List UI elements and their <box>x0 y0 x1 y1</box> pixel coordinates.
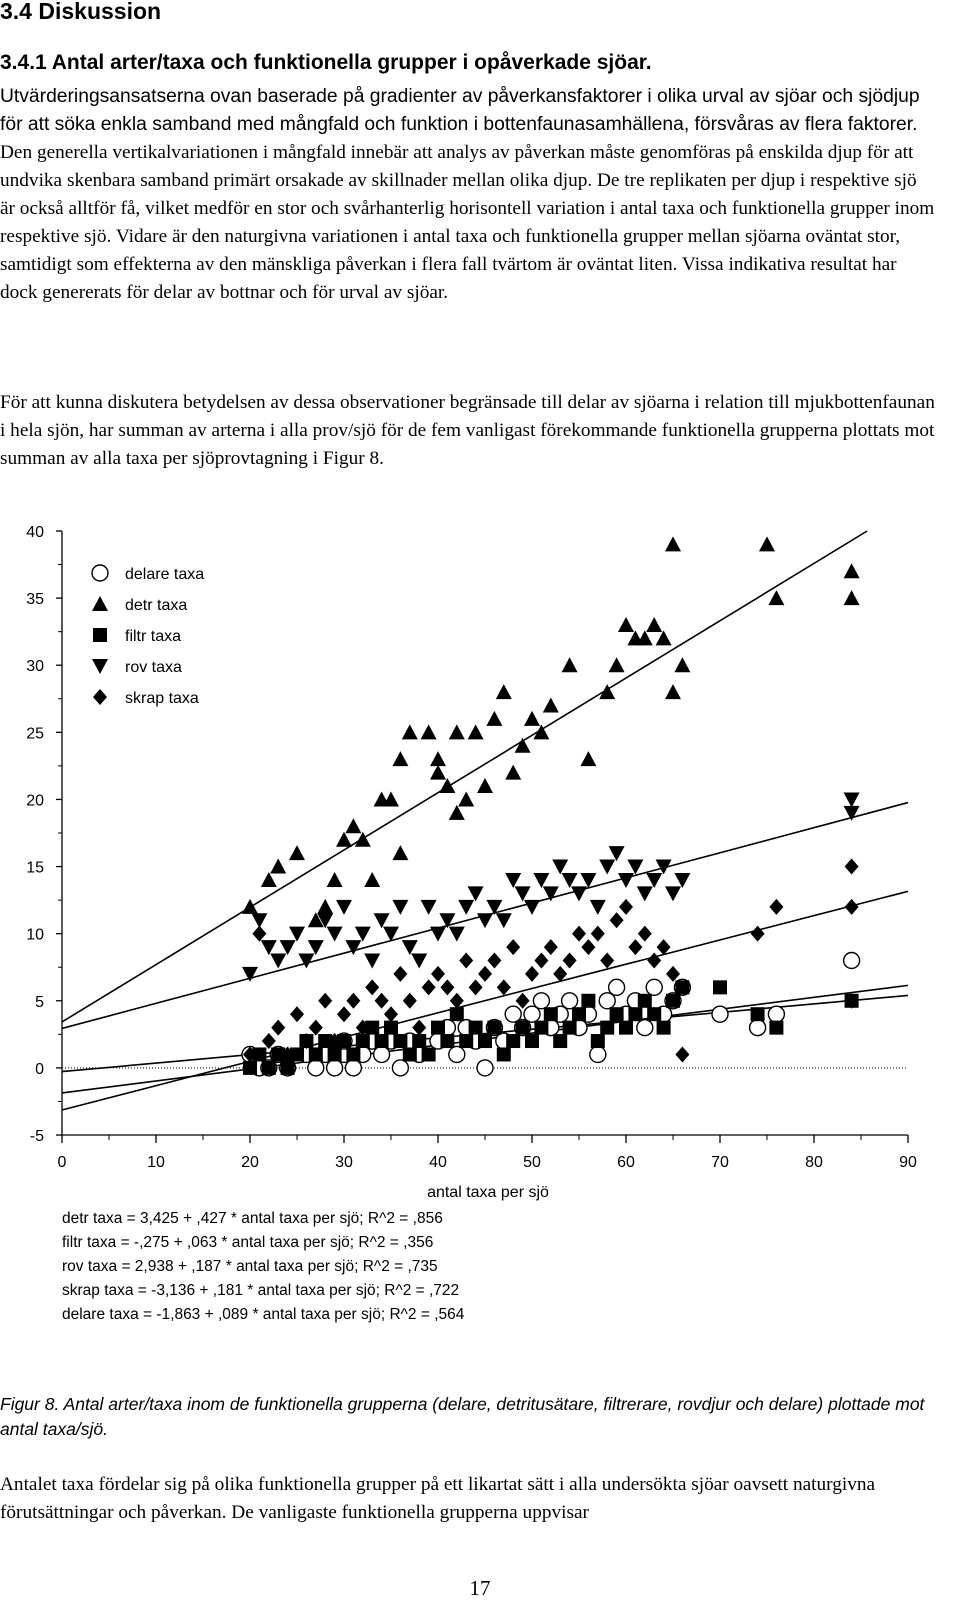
x-tick-label: 40 <box>429 1154 447 1171</box>
point-skrap-taxa <box>525 966 539 982</box>
point-rov-taxa <box>496 913 512 928</box>
point-filtr-taxa <box>713 980 727 994</box>
point-filtr-taxa <box>243 1061 257 1075</box>
point-delare-taxa <box>637 1020 653 1036</box>
point-skrap-taxa <box>375 993 389 1009</box>
point-rov-taxa <box>533 873 549 888</box>
point-filtr-taxa <box>600 1021 614 1035</box>
point-skrap-taxa <box>290 1006 304 1022</box>
point-rov-taxa <box>270 954 286 969</box>
point-filtr-taxa <box>506 1034 520 1048</box>
point-detr-taxa <box>609 657 625 672</box>
point-skrap-taxa <box>403 993 417 1009</box>
point-rov-taxa <box>515 886 531 901</box>
point-delare-taxa <box>646 979 662 995</box>
point-detr-taxa <box>468 724 484 739</box>
point-filtr-taxa <box>544 1007 558 1021</box>
point-rov-taxa <box>599 860 615 875</box>
point-skrap-taxa <box>346 993 360 1009</box>
point-detr-taxa <box>580 751 596 766</box>
legend-marker-filtr-taxa <box>93 628 107 642</box>
point-rov-taxa <box>571 886 587 901</box>
y-tick-label: 30 <box>26 658 44 676</box>
point-skrap-taxa <box>769 899 783 915</box>
point-rov-taxa <box>261 940 277 955</box>
point-skrap-taxa <box>252 926 266 942</box>
point-detr-taxa <box>543 697 559 712</box>
point-rov-taxa <box>609 846 625 861</box>
page-number: 17 <box>469 1576 491 1600</box>
point-rov-taxa <box>402 940 418 955</box>
point-rov-taxa <box>552 860 568 875</box>
y-tick-label: 5 <box>35 993 44 1011</box>
point-skrap-taxa <box>563 953 577 969</box>
point-filtr-taxa <box>384 1021 398 1035</box>
y-tick-label: 0 <box>35 1060 44 1078</box>
point-skrap-taxa <box>666 966 680 982</box>
subsection-heading: 3.4.1 Antal arter/taxa och funktionella grupper i opåverkade sjöar. <box>0 51 652 74</box>
point-detr-taxa <box>355 832 371 847</box>
point-detr-taxa <box>270 859 286 874</box>
point-rov-taxa <box>505 873 521 888</box>
point-filtr-taxa <box>516 1021 530 1035</box>
point-filtr-taxa <box>751 1007 765 1021</box>
point-detr-taxa <box>402 724 418 739</box>
x-tick-label: 90 <box>899 1154 917 1171</box>
section-heading: 3.4 Diskussion <box>0 0 162 24</box>
point-filtr-taxa <box>553 1034 567 1048</box>
point-rov-taxa <box>524 900 540 915</box>
point-skrap-taxa <box>516 993 530 1009</box>
chart-legend <box>92 565 204 707</box>
point-skrap-taxa <box>487 953 501 969</box>
point-detr-taxa <box>421 724 437 739</box>
point-filtr-taxa <box>403 1047 417 1061</box>
point-detr-taxa <box>449 724 465 739</box>
point-filtr-taxa <box>281 1061 295 1075</box>
point-delare-taxa <box>562 993 578 1009</box>
point-detr-taxa <box>242 899 258 914</box>
point-delare-taxa <box>590 1046 606 1062</box>
x-tick-label: 10 <box>147 1154 165 1171</box>
point-filtr-taxa <box>497 1047 511 1061</box>
point-detr-taxa <box>336 832 352 847</box>
point-skrap-taxa <box>591 926 605 942</box>
point-skrap-taxa <box>544 939 558 955</box>
x-axis-label: antal taxa per sjö <box>427 1184 549 1201</box>
point-detr-taxa <box>618 617 634 632</box>
point-skrap-taxa <box>497 979 511 995</box>
point-filtr-taxa <box>422 1047 436 1061</box>
figure-caption: Figur 8. Antal arter/taxa inom de funktionella grupperna (delare, detritusätare, filtrerare, rovdjur och delare) plottade mot antal taxa/sjö. <box>0 1394 925 1439</box>
point-delare-taxa <box>449 1046 465 1062</box>
scatter-chart <box>0 525 960 1225</box>
equation-filtr: filtr taxa = -,275 + ,063 * antal taxa per sjö; R^2 = ,356 <box>62 1234 434 1251</box>
point-skrap-taxa <box>478 966 492 982</box>
point-detr-taxa <box>844 563 860 578</box>
point-filtr-taxa <box>375 1034 389 1048</box>
point-skrap-taxa <box>365 979 379 995</box>
point-rov-taxa <box>562 873 578 888</box>
point-delare-taxa <box>712 1006 728 1022</box>
point-delare-taxa <box>477 1060 493 1076</box>
point-detr-taxa <box>289 845 305 860</box>
point-filtr-taxa <box>487 1021 501 1035</box>
y-tick-label: 15 <box>26 859 44 877</box>
point-rov-taxa <box>637 886 653 901</box>
paragraph-1-sans-text: Utvärderingsansatserna ovan baserade på gradienter av påverkansfaktorer i olika urval av sjöar och sjödjup för att söka enkla samband med mångfald och funktion i bottenfaunasamhällena, försvåras av flera faktorer. <box>0 86 920 135</box>
point-skrap-taxa <box>412 1020 426 1036</box>
point-rov-taxa <box>374 913 390 928</box>
point-skrap-taxa <box>845 899 859 915</box>
point-delare-taxa <box>768 1006 784 1022</box>
point-detr-taxa <box>496 684 512 699</box>
paragraph-1-serif-text: Den generella vertikalvariationen i mångfald innebär att analys av påverkan måste genomföras på enskilda djup för att undvika skenbara samband primärt orsakade av skillnader mellan olika djup. De tre replikaten per djup i respektive sjö är också alltför få, vilket medför en stor och svårhanterlig horisontell variation i antal taxa och funktionella grupper inom respektive sjö. Vidare är den naturgivna variationen i antal taxa och funktionella grupper mellan sjöarna oväntat stor, samtidigt som effekterna av den mänskliga påverkan i flera fall tvärtom är oväntat liten. Vissa indikativa resultat har dock genererats för delar av bottnar och för urval av sjöar. <box>0 142 935 303</box>
point-detr-taxa <box>327 872 343 887</box>
point-detr-taxa <box>345 818 361 833</box>
point-detr-taxa <box>317 899 333 914</box>
point-detr-taxa <box>486 711 502 726</box>
point-rov-taxa <box>421 900 437 915</box>
point-skrap-taxa <box>393 966 407 982</box>
x-tick-label: 0 <box>57 1154 67 1171</box>
point-rov-taxa <box>449 927 465 942</box>
point-filtr-taxa <box>346 1047 360 1061</box>
point-filtr-taxa <box>431 1021 445 1035</box>
point-filtr-taxa <box>309 1047 323 1061</box>
point-filtr-taxa <box>459 1034 473 1048</box>
point-filtr-taxa <box>619 1021 633 1035</box>
legend-label: detr taxa <box>125 597 188 614</box>
point-detr-taxa <box>430 751 446 766</box>
point-rov-taxa <box>392 900 408 915</box>
point-delare-taxa <box>844 953 860 969</box>
point-rov-taxa <box>364 954 380 969</box>
point-filtr-taxa <box>563 1021 577 1035</box>
point-filtr-taxa <box>769 1021 783 1035</box>
point-skrap-taxa <box>506 939 520 955</box>
point-detr-taxa <box>656 630 672 645</box>
point-filtr-taxa <box>478 1034 492 1048</box>
point-filtr-taxa <box>610 1007 624 1021</box>
point-rov-taxa <box>430 927 446 942</box>
point-skrap-taxa <box>581 939 595 955</box>
paragraph-3: Antalet taxa fördelar sig på olika funktionella grupper på ett likartat sätt i alla undersökta sjöar oavsett naturgivna förutsättningar och påverkan. De vanligaste funktionella grupperna uppvisar <box>0 1474 876 1523</box>
point-filtr-taxa <box>666 994 680 1008</box>
point-filtr-taxa <box>647 1007 661 1021</box>
x-tick-label: 30 <box>335 1154 353 1171</box>
point-rov-taxa <box>468 886 484 901</box>
point-skrap-taxa <box>628 939 642 955</box>
legend-label: rov taxa <box>125 659 182 676</box>
point-skrap-taxa <box>459 953 473 969</box>
point-filtr-taxa <box>412 1034 426 1048</box>
point-detr-taxa <box>505 765 521 780</box>
equation-rov: rov taxa = 2,938 + ,187 * antal taxa per sjö; R^2 = ,735 <box>62 1258 438 1275</box>
point-filtr-taxa <box>450 1007 464 1021</box>
point-filtr-taxa <box>657 1021 671 1035</box>
point-delare-taxa <box>533 993 549 1009</box>
equation-detr: detr taxa = 3,425 + ,427 * antal taxa per sjö; R^2 = ,856 <box>62 1210 443 1227</box>
point-filtr-taxa <box>581 994 595 1008</box>
point-rov-taxa <box>458 900 474 915</box>
point-skrap-taxa <box>751 926 765 942</box>
point-rov-taxa <box>439 913 455 928</box>
point-rov-taxa <box>627 860 643 875</box>
point-filtr-taxa <box>328 1047 342 1061</box>
point-filtr-taxa <box>591 1034 605 1048</box>
point-skrap-taxa <box>610 912 624 928</box>
point-rov-taxa <box>336 900 352 915</box>
point-rov-taxa <box>308 940 324 955</box>
point-skrap-taxa <box>469 979 483 995</box>
legend-label: filtr taxa <box>125 628 182 645</box>
point-detr-taxa <box>477 778 493 793</box>
point-detr-taxa <box>430 765 446 780</box>
point-skrap-taxa <box>572 926 586 942</box>
y-tick-label: 35 <box>26 591 44 609</box>
point-detr-taxa <box>844 590 860 605</box>
y-tick-label: 25 <box>26 725 44 743</box>
legend-label: skrap taxa <box>125 690 199 707</box>
point-rov-taxa <box>289 927 305 942</box>
point-rov-taxa <box>665 886 681 901</box>
point-filtr-taxa <box>393 1034 407 1048</box>
point-skrap-taxa <box>309 1020 323 1036</box>
point-rov-taxa <box>486 900 502 915</box>
x-tick-label: 50 <box>523 1154 541 1171</box>
legend-marker-detr-taxa <box>92 596 108 611</box>
point-skrap-taxa <box>422 979 436 995</box>
point-rov-taxa <box>477 913 493 928</box>
point-detr-taxa <box>524 711 540 726</box>
point-detr-taxa <box>392 751 408 766</box>
point-rov-taxa <box>844 792 860 807</box>
point-detr-taxa <box>364 872 380 887</box>
point-skrap-taxa <box>440 979 454 995</box>
point-delare-taxa <box>609 979 625 995</box>
point-filtr-taxa <box>628 1007 642 1021</box>
point-filtr-taxa <box>262 1061 276 1075</box>
paragraph-1 <box>0 83 935 307</box>
point-skrap-taxa <box>318 993 332 1009</box>
chart-axes <box>26 525 917 1171</box>
point-filtr-taxa <box>638 994 652 1008</box>
point-filtr-taxa <box>469 1021 483 1035</box>
y-tick-label: 20 <box>26 792 44 810</box>
point-skrap-taxa <box>619 899 633 915</box>
point-skrap-taxa <box>384 1006 398 1022</box>
point-detr-taxa <box>674 657 690 672</box>
point-detr-taxa <box>646 617 662 632</box>
point-detr-taxa <box>439 778 455 793</box>
x-tick-label: 20 <box>241 1154 259 1171</box>
point-filtr-taxa <box>572 1007 586 1021</box>
point-detr-taxa <box>458 791 474 806</box>
point-rov-taxa <box>646 873 662 888</box>
equation-skrap: skrap taxa = -3,136 + ,181 * antal taxa per sjö; R^2 = ,722 <box>62 1282 460 1299</box>
point-skrap-taxa <box>431 966 445 982</box>
point-filtr-taxa <box>525 1034 539 1048</box>
point-skrap-taxa <box>600 953 614 969</box>
point-filtr-taxa <box>356 1034 370 1048</box>
point-skrap-taxa <box>271 1020 285 1036</box>
point-filtr-taxa <box>534 1021 548 1035</box>
point-detr-taxa <box>768 590 784 605</box>
legend-marker-skrap-taxa <box>93 689 107 705</box>
point-filtr-taxa <box>440 1034 454 1048</box>
paragraph-2: För att kunna diskutera betydelsen av dessa observationer begränsade till delar av sjöarna i relation till mjukbottenfaunan i hela sjön, har summan av arterna i alla prov/sjö för de fem vanligast förekommande funktionella grupperna plottats mot summan av alla taxa per sjöprovtagning i Figur 8. <box>0 392 935 469</box>
point-rov-taxa <box>674 873 690 888</box>
equation-delare: delare taxa = -1,863 + ,089 * antal taxa per sjö; R^2 = ,564 <box>62 1306 465 1323</box>
x-tick-label: 60 <box>617 1154 635 1171</box>
point-skrap-taxa <box>337 1006 351 1022</box>
y-tick-label: -5 <box>29 1128 44 1145</box>
point-rov-taxa <box>355 927 371 942</box>
point-detr-taxa <box>449 805 465 820</box>
point-detr-taxa <box>665 536 681 551</box>
x-tick-label: 80 <box>805 1154 823 1171</box>
point-detr-taxa <box>665 684 681 699</box>
point-rov-taxa <box>590 900 606 915</box>
point-detr-taxa <box>392 845 408 860</box>
point-rov-taxa <box>411 954 427 969</box>
point-skrap-taxa <box>638 926 652 942</box>
data-points <box>242 536 860 1075</box>
point-skrap-taxa <box>534 953 548 969</box>
x-tick-label: 70 <box>711 1154 729 1171</box>
point-rov-taxa <box>618 873 634 888</box>
y-tick-label: 10 <box>26 926 44 944</box>
point-filtr-taxa <box>675 980 689 994</box>
y-tick-label: 40 <box>26 525 44 541</box>
legend-marker-rov-taxa <box>92 659 108 674</box>
legend-label: delare taxa <box>125 566 205 583</box>
point-detr-taxa <box>562 657 578 672</box>
point-skrap-taxa <box>675 1046 689 1062</box>
point-detr-taxa <box>759 536 775 551</box>
point-rov-taxa <box>327 927 343 942</box>
point-rov-taxa <box>280 940 296 955</box>
point-delare-taxa <box>392 1060 408 1076</box>
point-delare-taxa <box>750 1020 766 1036</box>
legend-marker-delare-taxa <box>92 565 108 581</box>
point-detr-taxa <box>261 872 277 887</box>
point-skrap-taxa <box>262 1033 276 1049</box>
point-skrap-taxa <box>845 859 859 875</box>
